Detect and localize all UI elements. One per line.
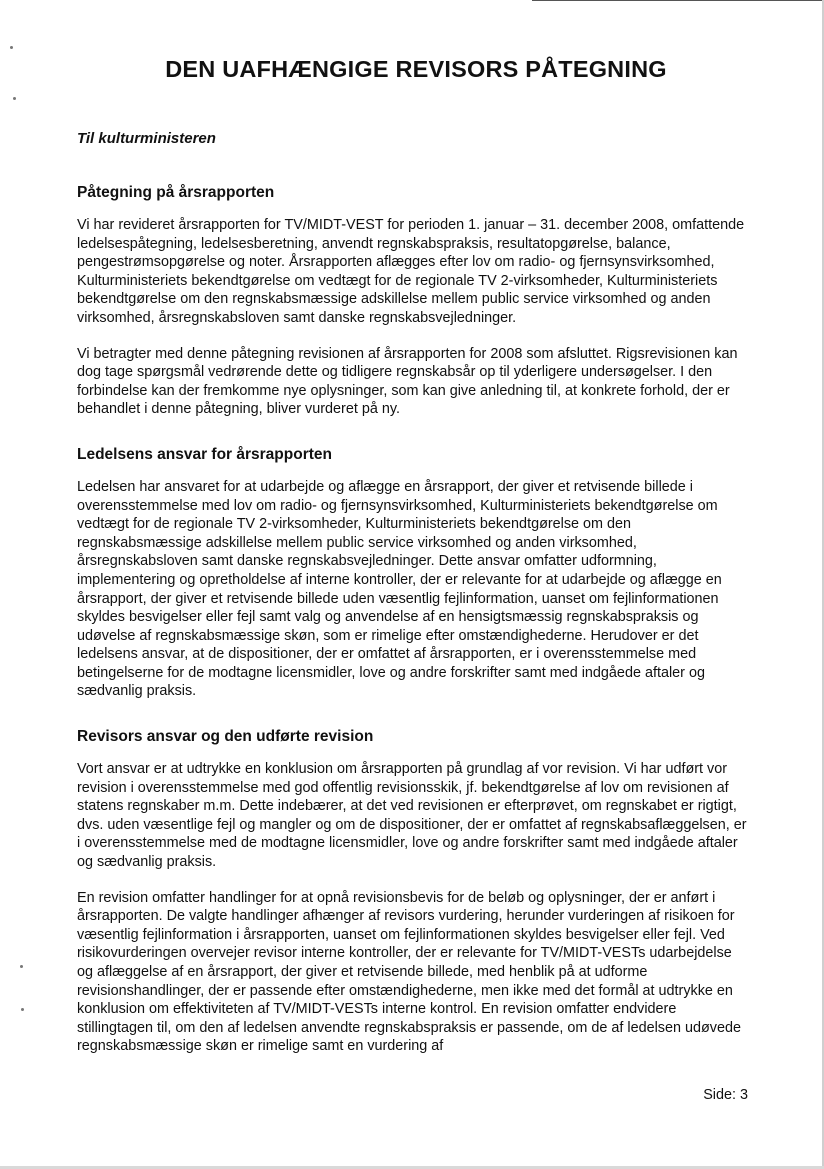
section-paategning: [77, 184, 747, 419]
scan-speck: [21, 1008, 24, 1011]
page-title: DEN UAFHÆNGIGE REVISORS PÅTEGNING: [165, 56, 667, 82]
scan-speck: [10, 46, 13, 49]
page-number: Side: 3: [703, 1087, 748, 1103]
section-heading: Revisors ansvar og den udførte revision: [77, 728, 374, 746]
scan-speck: [13, 97, 16, 100]
scan-border-top: [532, 0, 824, 1]
paragraph: Vi betragter med denne påtegning revisionen af årsrapporten for 2008 som afsluttet. Rigsrevisionen kan dog tage spørgsmål vedrørende dette og tidligere regnskabsår op til yderligere undersøgelser. I den forbindelse kan der fremkomme nye oplysninger, som kan give anledning til, at konkrete forhold, der er behandlet i denne påtegning, bliver vurderet på ny.: [77, 345, 738, 418]
section-revisors-ansvar: [77, 728, 747, 1056]
page-content: [77, 56, 747, 1056]
paragraph: Ledelsen har ansvaret for at udarbejde og aflægge en årsrapport, der giver et retvisende billede i overensstemmelse med lov om radio- og fjernsynsvirksomhed, Kulturministeriets bekendtgørelse om vedtægt for de regionale TV 2-virksomheder, Kulturministeriets bekendtgørelse om den regnskabsmæssige adskillelse mellem public service virksomhed og anden virksomhed, årsregnskabsloven samt danske regnskabsvejledninger. Dette ansvar omfatter udformning, implementering og opretholdelse af interne kontroller, der er relevante for at udarbejde og aflægge en årsrapport, der giver et retvisende billede uden væsentlig fejlinformation, uanset om fejlinformationen skyldes besvigelser eller fejl samt valg og anvendelse af en hensigtsmæssig regnskabspraksis og udøvelse af regnskabsmæssige skøn, som er rimelige efter omstændighederne. Herudover er det ledelsens ansvar, at de dispositioner, der er omfattet af årsrapporten, er i overensstemmelse med betingelserne for de modtagne licensmidler, love og andre forskrifter samt med indgåede aftaler og sædvanlig praksis.: [77, 478, 722, 700]
scan-speck: [20, 965, 23, 968]
paragraph: En revision omfatter handlinger for at opnå revisionsbevis for de beløb og oplysninger, der er anført i årsrapporten. De valgte handlinger afhænger af revisors vurdering, herunder vurderingen af risikoen for væsentlig fejlinformation i årsrapporten, uanset om fejlinformationen skyldes besvigelser eller fejl. Ved risikovurderingen overvejer revisor interne kontroller, der er relevante for TV/MIDT-VESTs udarbejdelse og aflæggelse af en årsrapport, der giver et retvisende billede, med henblik på at udforme revisionshandlinger, der er passende efter omstændighederne, men ikke med det formål at udtrykke en konklusion om effektiviteten af TV/MIDT-VESTs interne kontrol. En revision omfatter endvidere stillingtagen til, om den af ledelsen anvendte regnskabspraksis er passende, om de af ledelsen udøvede regnskabsmæssige skøn er rimelige samt en vurdering af: [77, 889, 741, 1055]
addressee: Til kulturministeren: [77, 130, 216, 147]
paragraph: Vort ansvar er at udtrykke en konklusion om årsrapporten på grundlag af vor revision. Vi har udført vor revision i overensstemmelse med god offentlig revisionsskik, jf. bekendtgørelse af lov om revisionen af statens regnskaber m.m. Dette indebærer, at det ved revisionen er efterprøvet, om regnskabet er rigtigt, dvs. uden væsentlige fejl og mangler og om de dispositioner, der er omfattet af regnskabsaflæggelsen, er i overensstemmelse med de modtagne licensmidler, love og andre forskrifter samt med indgåede aftaler og sædvanlig praksis.: [77, 761, 747, 871]
section-ledelsens-ansvar: [77, 446, 747, 701]
section-heading: Påtegning på årsrapporten: [77, 184, 275, 201]
paragraph: Vi har revideret årsrapporten for TV/MIDT-VEST for perioden 1. januar – 31. december 2008, omfattende ledelsespåtegning, ledelsesberetning, anvendt regnskabspraksis, resultatopgørelse, balance, pengestrømsopgørelse og noter. Årsrapporten aflægges efter lov om radio- og fjernsynsvirksomhed, Kulturministeriets bekendtgørelse om vedtægt for de regionale TV 2-virksomheder, Kulturministeriets bekendtgørelse om den regnskabsmæssige adskillelse mellem public service virksomhed og anden virksomhed, årsregnskabsloven samt danske regnskabsvejledninger.: [77, 217, 745, 326]
section-heading: Ledelsens ansvar for årsrapporten: [77, 445, 332, 463]
